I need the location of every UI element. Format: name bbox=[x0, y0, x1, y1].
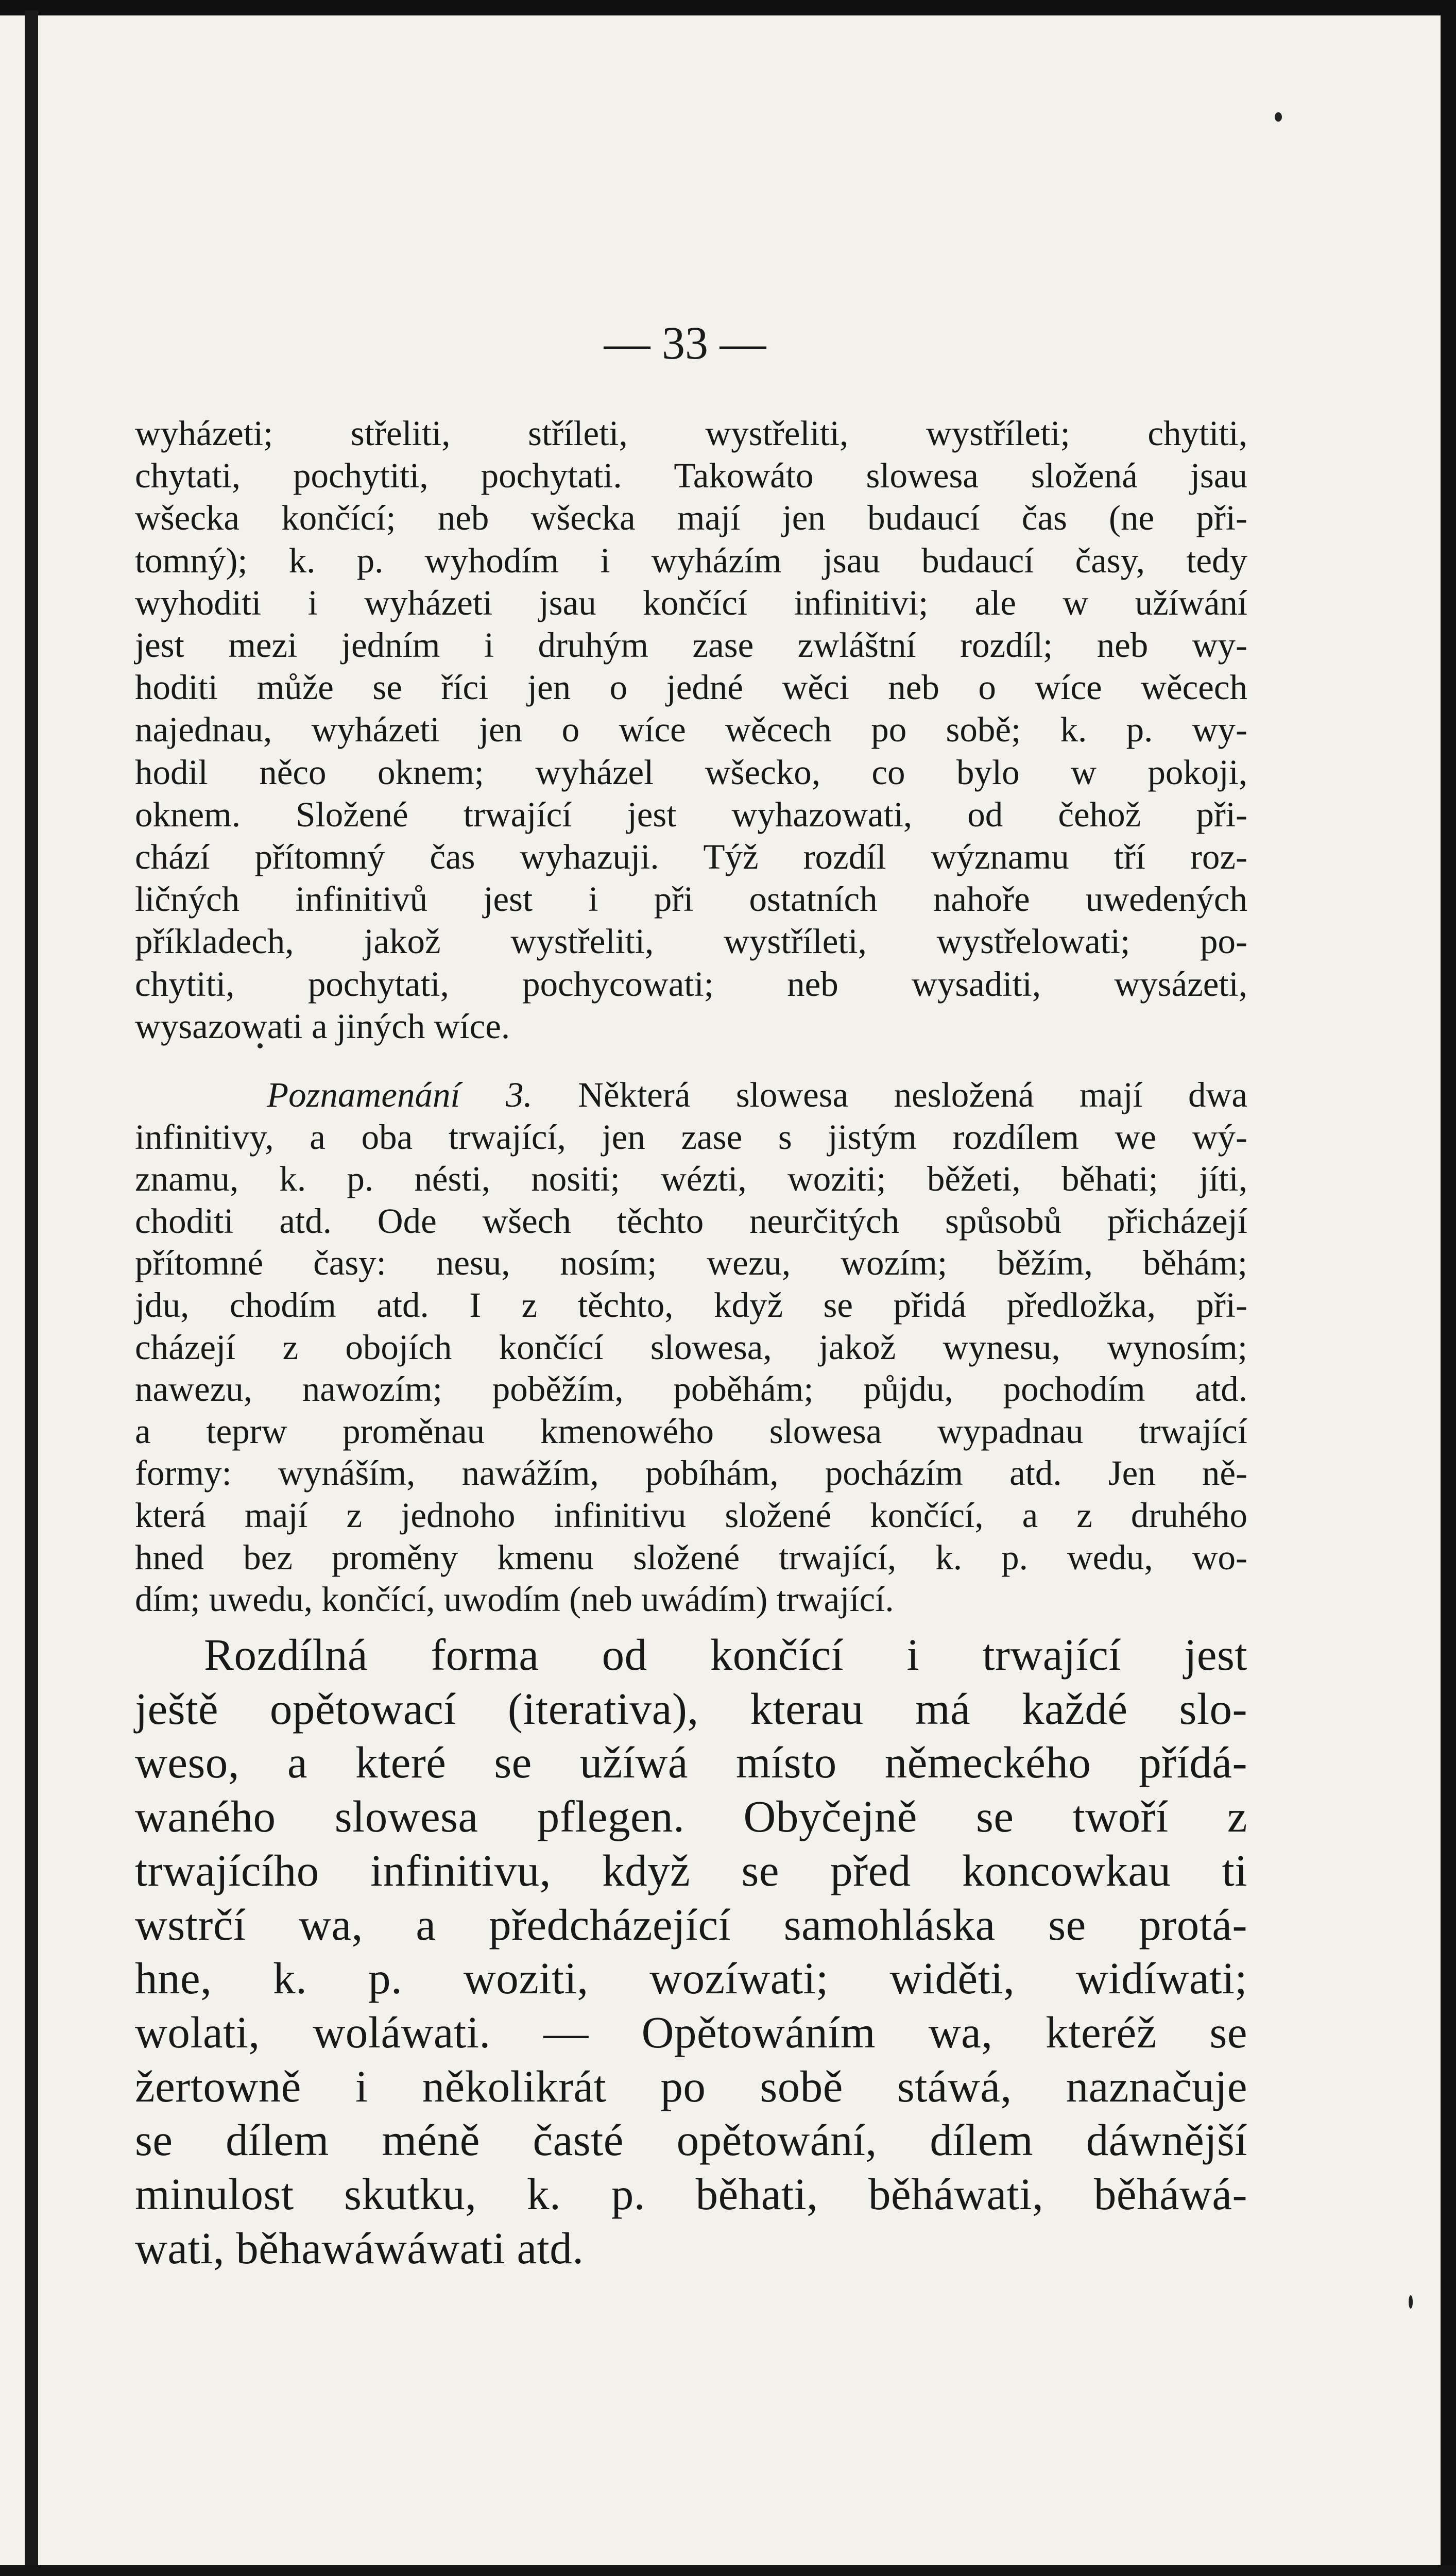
text-line: waného slowesa pflegen. Obyčejně se twoří z bbox=[135, 1791, 1247, 1842]
text-line: chází přítomný čas wyhazuji. Týž rozdíl wýznamu tří roz- bbox=[135, 837, 1247, 877]
text-line: dím; uwedu, končící, uwodím (neb uwádím) trwající. bbox=[135, 1580, 894, 1619]
text-line: Některá slowesa nesložená mají dwa bbox=[532, 1075, 1247, 1114]
text-line: wolati, woláwati. — Opětowáním wa, kteréž se bbox=[135, 2007, 1247, 2057]
text-line: Rozdílná forma od končící i trwající jest bbox=[204, 1630, 1247, 1680]
speck bbox=[1275, 112, 1282, 122]
text-line: hoditi může se říci jen o jedné wěci neb o wíce wěcech bbox=[135, 668, 1247, 707]
text-line: se dílem méně časté opětowání, dílem dáwnější bbox=[135, 2115, 1247, 2165]
text-line: wyházeti; střeliti, stříleti, wystřeliti, wystříleti; chytiti, bbox=[135, 414, 1247, 453]
text-line: oknem. Složené trwající jest wyhazowati, od čehož při- bbox=[135, 794, 1247, 834]
text-line: ještě opětowací (iterativa), kterau má každé slo- bbox=[135, 1683, 1247, 1734]
text-line: jest mezi jedním i druhým zase zwláštní rozdíl; neb wy- bbox=[135, 625, 1247, 665]
text-line: znamu, k. p. nésti, nositi; wézti, woziti; běžeti, běhati; jíti, bbox=[135, 1159, 1247, 1199]
text-line: minulost skutku, k. p. běhati, běháwati, běháwá- bbox=[135, 2169, 1247, 2219]
text-line: trwajícího infinitivu, když se před koncowkau ti bbox=[135, 1845, 1247, 1895]
scan-border-bottom bbox=[0, 2565, 1456, 2576]
scan-border-right bbox=[1441, 0, 1456, 2576]
text-line: cházejí z obojích končící slowesa, jakož wynesu, wynosím; bbox=[135, 1327, 1247, 1367]
page-number: — 33 — bbox=[604, 318, 766, 369]
text-line: weso, a které se užíwá místo německého přídá- bbox=[135, 1737, 1247, 1788]
text-line: choditi atd. Ode wšech těchto neurčitých spůsobů přicházejí bbox=[135, 1201, 1247, 1241]
text-line: hne, k. p. woziti, wozíwati; widěti, widíwati; bbox=[135, 1953, 1247, 2004]
scan-border-left bbox=[25, 10, 38, 2576]
body-paragraph bbox=[135, 1628, 1247, 2275]
text-line: infinitivy, a oba trwající, jen zase s jistým rozdílem we wý- bbox=[135, 1117, 1247, 1157]
speck bbox=[1409, 2295, 1413, 2309]
text-line: najednau, wyházeti jen o wíce wěcech po sobě; k. p. wy- bbox=[135, 710, 1247, 750]
text-line: jdu, chodím atd. I z těchto, když se přidá předložka, při- bbox=[135, 1285, 1247, 1325]
text-line: chytiti, pochytati, pochycowati; neb wysaditi, wysázeti, bbox=[135, 964, 1247, 1004]
text-line: hodil něco oknem; wyházel wšecko, co bylo w pokoji, bbox=[135, 752, 1247, 792]
text-line: ličných infinitivů jest i při ostatních nahoře uwedených bbox=[135, 879, 1247, 919]
note-first-line bbox=[135, 1074, 1247, 1116]
text-line: žertowně i několikrát po sobě stáwá, naznačuje bbox=[135, 2061, 1247, 2111]
text-line: a teprw proměnau kmenowého slowesa wypadnau trwající bbox=[135, 1411, 1247, 1451]
text-line: wstrčí wa, a předcházející samohláska se protá- bbox=[135, 1899, 1247, 1950]
text-line: přítomné časy: nesu, nosím; wezu, wozím; běžím, běhám; bbox=[135, 1243, 1247, 1283]
text-line: tomný); k. p. wyhodím i wyházím jsau budaucí časy, tedy bbox=[135, 540, 1247, 580]
text-line: wysazowati a jiných wíce. bbox=[135, 1006, 510, 1046]
text-line: wati, běhawáwáwati atd. bbox=[135, 2223, 584, 2273]
text-line: formy: wynáším, nawážím, pobíhám, pocházím atd. Jen ně- bbox=[135, 1453, 1247, 1493]
text-line: wyhoditi i wyházeti jsau končící infinitivi; ale w užíwání bbox=[135, 583, 1247, 622]
text-line: chytati, pochytiti, pochytati. Takowáto slowesa složená jsau bbox=[135, 456, 1247, 496]
main-paragraph bbox=[135, 412, 1247, 1047]
text-line: příkladech, jakož wystřeliti, wystříleti, wystřelowati; po- bbox=[135, 922, 1247, 961]
note-paragraph bbox=[135, 1074, 1247, 1621]
scan-border-top bbox=[0, 0, 1456, 15]
note-heading: Poznamenání 3. bbox=[267, 1075, 533, 1114]
text-line: nawezu, nawozím; poběžím, poběhám; půjdu, pochodím atd. bbox=[135, 1369, 1247, 1409]
text-line: která mají z jednoho infinitivu složené končící, a z druhého bbox=[135, 1495, 1247, 1535]
text-line: wšecka končící; neb wšecka mají jen budaucí čas (ne při- bbox=[135, 498, 1247, 538]
text-line: hned bez proměny kmenu složené trwající, k. p. wedu, wo- bbox=[135, 1537, 1247, 1577]
